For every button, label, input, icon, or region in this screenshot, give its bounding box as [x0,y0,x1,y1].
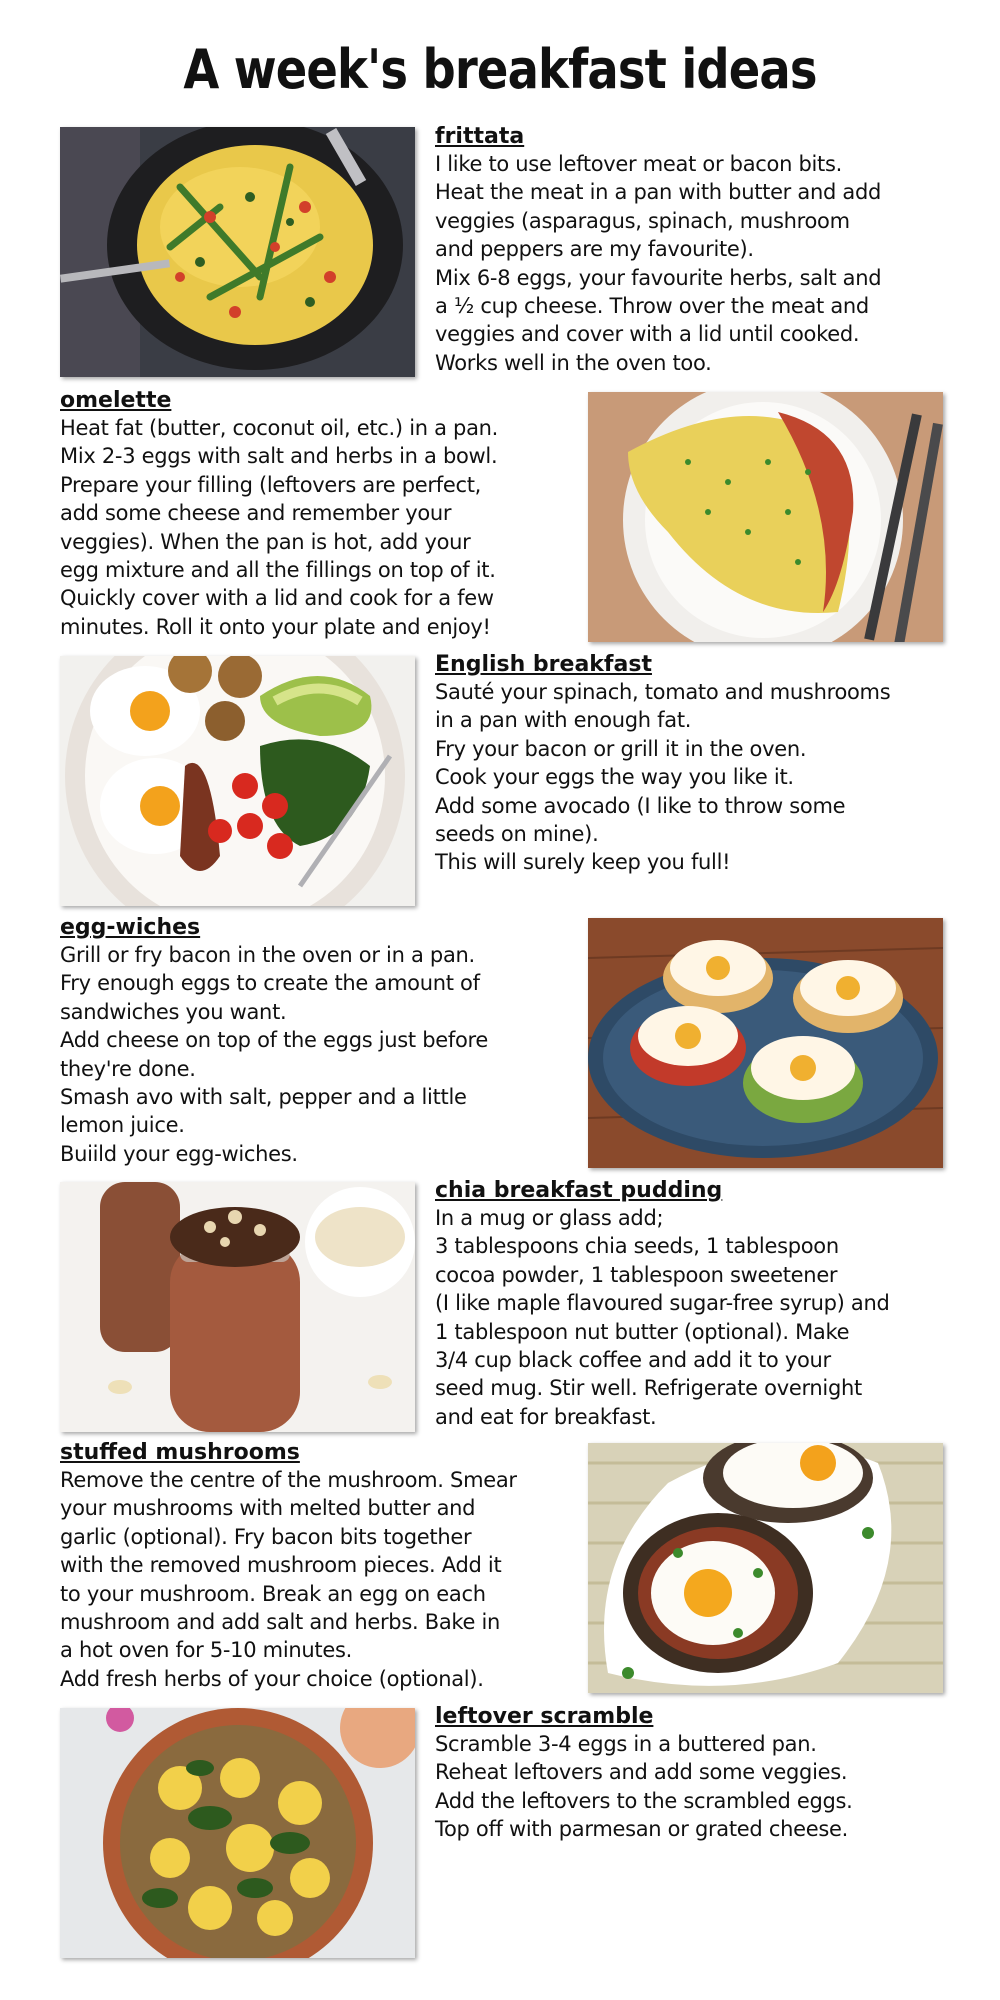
recipe-line: your mushrooms with melted butter and [60,1496,476,1521]
recipe-line: Heat the meat in a pan with butter and add [435,180,882,205]
stuffed-mushrooms-photo [588,1443,943,1693]
recipe-line: Scramble 3-4 eggs in a buttered pan. [435,1732,817,1756]
recipe-line: veggies (asparagus, spinach, mushroom [435,208,850,233]
recipe-title: frittata [435,124,525,149]
frittata-pan-photo [60,127,415,377]
scramble-bowl-photo [60,1708,415,1958]
recipe-line: 3/4 cup black coffee and add it to your [435,1348,831,1373]
recipe-line: seed mug. Stir well. Refrigerate overnight [435,1376,862,1401]
recipe-title: English breakfast [435,652,652,677]
recipe-line: cocoa powder, 1 tablespoon sweetener [435,1262,838,1287]
recipe-line: Smash avo with salt, pepper and a little [60,1085,467,1110]
recipe-line: seeds on mine). [435,822,599,847]
recipe-line: In a mug or glass add; [435,1206,664,1230]
recipe-line: 3 tablespoons chia seeds, 1 tablespoon [435,1234,839,1259]
recipe-line: Buiild your egg-wiches. [60,1141,298,1166]
recipe-line: veggies). When the pan is hot, add your [60,529,471,554]
chia-pudding-photo [60,1182,415,1432]
recipe-line: lemon juice. [60,1113,185,1138]
recipe-line: This will surely keep you full! [435,850,731,875]
omelette-plate-photo [588,392,943,642]
recipe-title: stuffed mushrooms [60,1440,300,1465]
recipe-line: Cook your eggs the way you like it. [435,765,794,790]
recipe-line: and peppers are my favourite). [435,237,754,262]
recipe-line: Quickly cover with a lid and cook for a few [60,586,494,611]
recipe-line: to your mushroom. Break an egg on each [60,1581,486,1606]
recipe-line: Fry your bacon or grill it in the oven. [435,736,807,761]
english-breakfast-photo [60,656,415,906]
recipe-title: egg-wiches [60,915,201,940]
recipe-line: Prepare your filling (leftovers are perfect, [60,472,482,497]
recipe-line: garlic (optional). Fry bacon bits together [60,1524,472,1549]
recipe-line: minutes. Roll it onto your plate and enjoy! [60,614,491,639]
recipe-line: Sauté your spinach, tomato and mushrooms [435,680,891,704]
recipe-title: omelette [60,388,172,413]
recipe-line: Heat fat (butter, coconut oil, etc.) in a pan. [60,416,499,440]
recipe-line: I like to use leftover meat or bacon bits. [435,152,842,176]
recipe-line: Add the leftovers to the scrambled eggs. [435,1788,853,1813]
recipe-line: (I like maple flavoured sugar-free syrup) and [435,1291,890,1316]
recipe-line: mushroom and add salt and herbs. Bake in [60,1610,501,1635]
recipe-line: 1 tablespoon nut butter (optional). Make [435,1319,850,1344]
recipe-line: Mix 6-8 eggs, your favourite herbs, salt and [435,265,882,290]
recipe-line: they're done. [60,1056,196,1081]
recipe-line: Add some avocado (I like to throw some [435,793,846,818]
recipe-title: leftover scramble [435,1704,654,1729]
recipe-line: in a pan with enough fat. [435,708,692,733]
recipe-line: a ½ cup cheese. Throw over the meat and [435,294,869,319]
recipe-line: Remove the centre of the mushroom. Smear [60,1468,517,1492]
recipe-line: Add fresh herbs of your choice (optional). [60,1666,484,1691]
recipe-line: a hot oven for 5-10 minutes. [60,1638,352,1663]
recipe-line: add some cheese and remember your [60,501,452,526]
recipe-line: Mix 2-3 eggs with salt and herbs in a bowl. [60,444,498,469]
egg-wiches-photo [588,918,943,1168]
recipe-line: sandwiches you want. [60,999,287,1024]
recipe-line: Add cheese on top of the eggs just before [60,1028,489,1053]
recipe-line: with the removed mushroom pieces. Add it [60,1553,502,1578]
recipe-line: egg mixture and all the fillings on top of it. [60,558,496,583]
recipe-line: veggies and cover with a lid until cooked. [435,322,860,347]
recipe-line: and eat for breakfast. [435,1404,657,1429]
recipe-line: Reheat leftovers and add some veggies. [435,1760,848,1785]
recipe-title: chia breakfast pudding [435,1178,723,1203]
page-title: A week's breakfast ideas [183,38,817,101]
recipe-line: Fry enough eggs to create the amount of [60,971,480,996]
recipe-line: Top off with parmesan or grated cheese. [435,1817,848,1842]
recipe-line: Grill or fry bacon in the oven or in a pan. [60,943,475,967]
recipe-line: Works well in the oven too. [435,350,712,375]
